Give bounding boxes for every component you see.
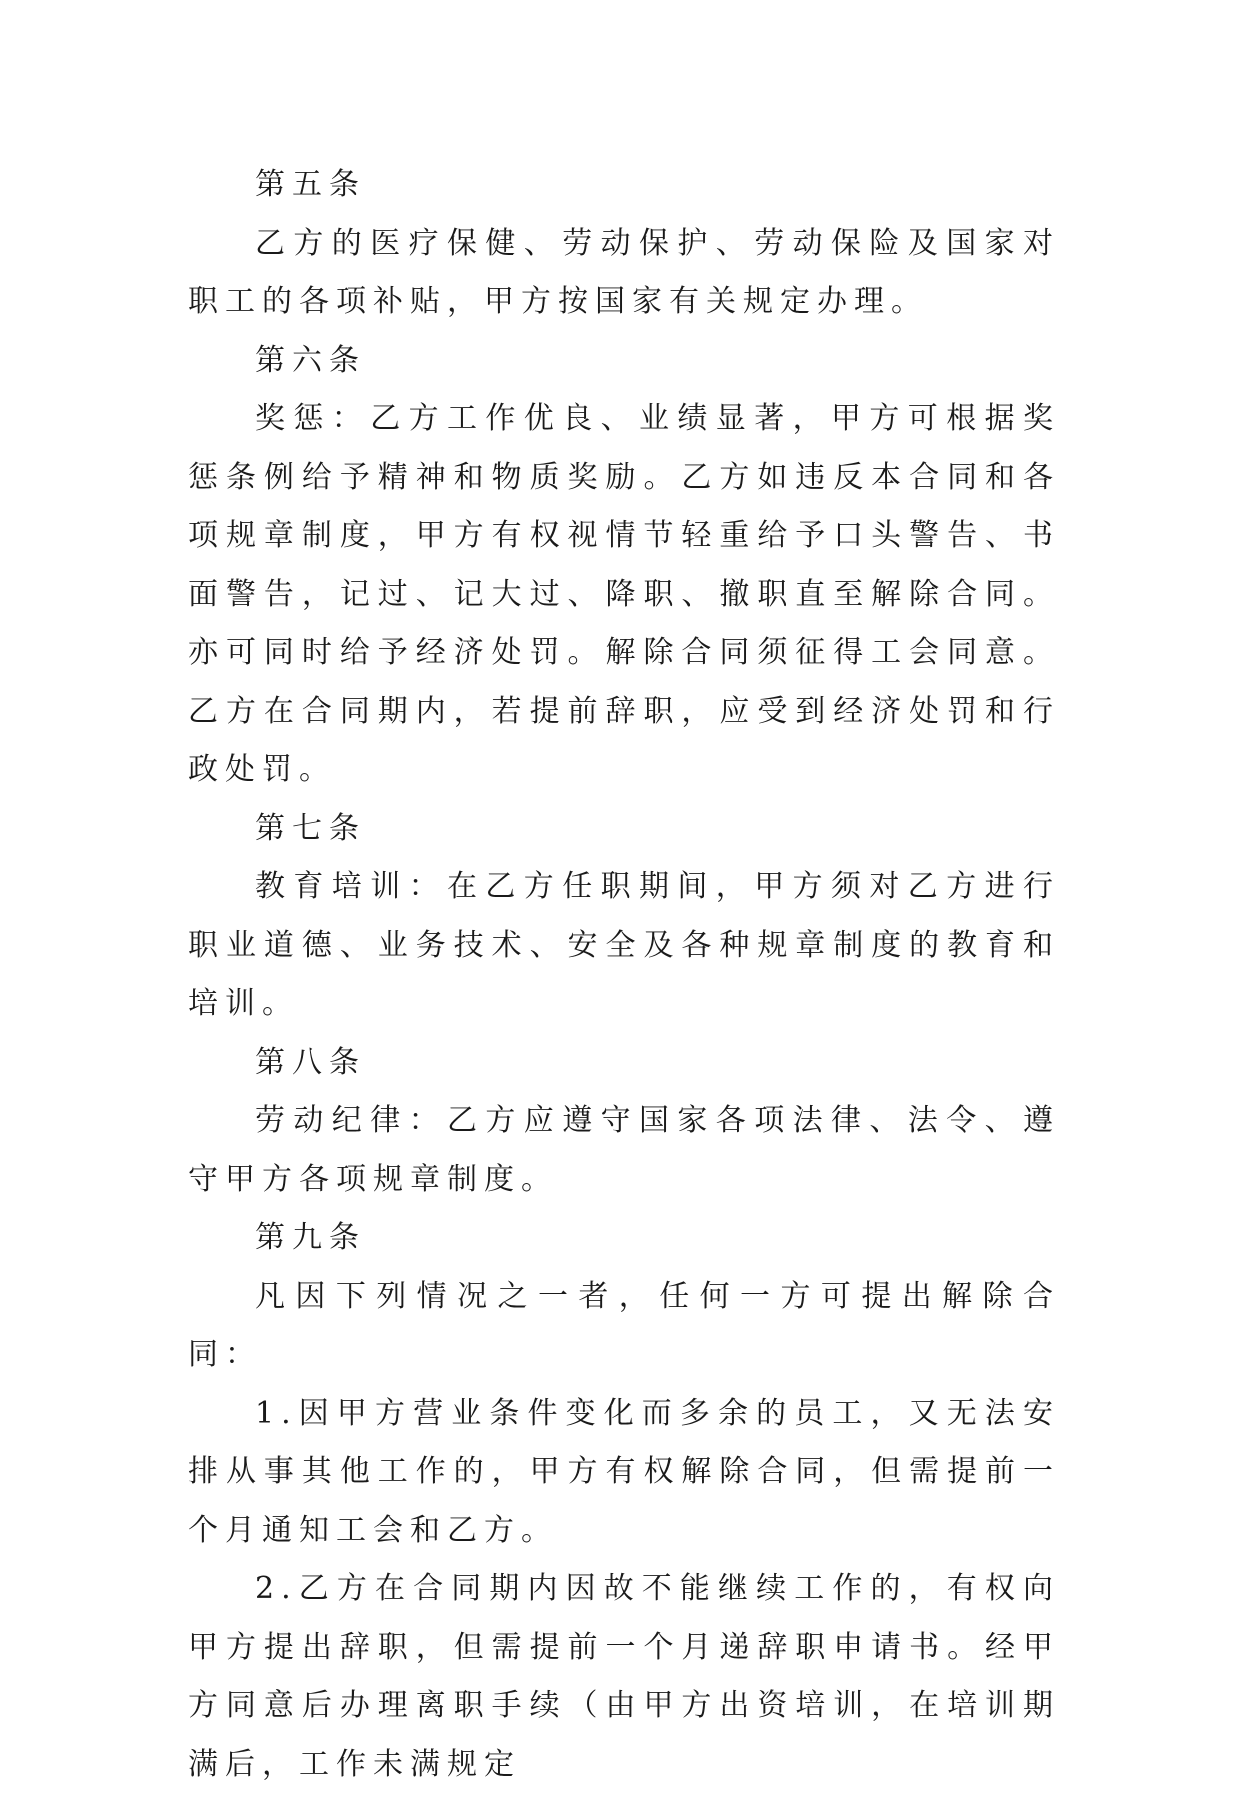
document-body [188, 156, 1060, 1794]
article-8-heading: 第八条 [255, 1044, 366, 1080]
article-5-heading: 第五条 [255, 167, 366, 202]
article-9-intro: 凡因下列情况之一者，任何一方可提出解除合同： [188, 1278, 1060, 1372]
article-8-text: 劳动纪律：乙方应遵守国家各项法律、法令、遵守甲方各项规章制度。 [188, 1103, 1060, 1197]
article-9-item-2: 2.乙方在合同期内因故不能继续工作的，有权向甲方提出辞职，但需提前一个月递辞职申请书。经甲方同意后办理离职手续（由甲方出资培训，在培训期满后，工作未满规定 [188, 1571, 1060, 1782]
article-5-text: 乙方的医疗保健、劳动保护、劳动保险及国家对职工的各项补贴，甲方按国家有关规定办理。 [188, 225, 1060, 319]
article-6-heading: 第六条 [255, 342, 366, 378]
article-9-heading: 第九条 [255, 1220, 366, 1255]
article-7-heading: 第七条 [255, 810, 366, 846]
article-9-item-1: 1.因甲方营业条件变化而多余的员工，又无法安排从事其他工作的，甲方有权解除合同，但需提前一个月通知工会和乙方。 [188, 1395, 1060, 1548]
article-6-text: 奖惩：乙方工作优良、业绩显著，甲方可根据奖惩条例给予精神和物质奖励。乙方如违反本合同和各项规章制度，甲方有权视情节轻重给予口头警告、书面警告，记过、记大过、降职、撤职直至解除合同。亦可同时给予经济处罚。解除合同须征得工会同意。乙方在合同期内，若提前辞职，应受到经济处罚和行政处罚。 [188, 401, 1060, 787]
article-7-text: 教育培训：在乙方任职期间，甲方须对乙方进行职业道德、业务技术、安全及各种规章制度的教育和培训。 [188, 869, 1060, 1021]
